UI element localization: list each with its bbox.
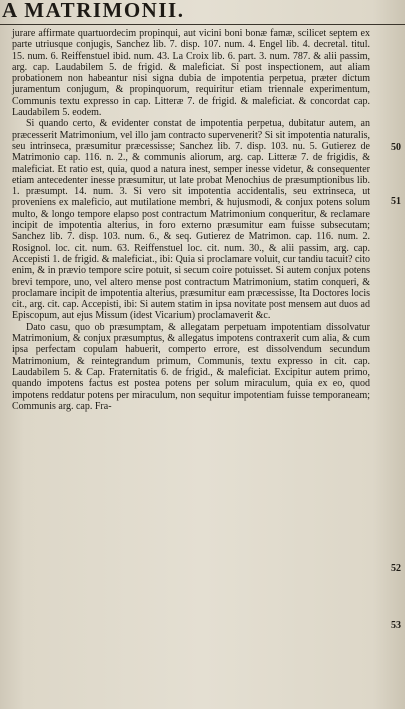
text-body bbox=[12, 28, 370, 412]
paragraph-3: Dato casu, quo ob præsumptam, & allegatam perpetuam impotentiam dissolvatur Matrimonium, & conjux præsumptus, & allegatus impotens contraxerit cum alia, & cum ipsa perfectam copulam habuerit, comperto errore, est dissolvendum secundum Matrimonium, & reintegrandum primum, Communis, textu expresso in cit. cap. Laudabilem 5. & Cap. Fraternitatis 6. de frigid., & maleficiat. Excipitur autem primo, quando impotens factus est postea potens per solum miraculum, quia ex eo, quod impotens reddatur potens per miraculum, non sequitur impotentiam fuisse temporaneam; Communis arg. cap. Fra- bbox=[12, 321, 370, 412]
header-rule bbox=[0, 24, 405, 25]
margin-number-52: 52 bbox=[391, 563, 401, 574]
margin-number-53: 53 bbox=[391, 620, 401, 631]
paragraph-1: jurare affirmate quartuordecim propinqui, aut vicini boni bonæ famæ, scilicet septem ex parte utriusque conjugis, Sanchez lib. 7. disp. 107. num. 4. Engel lib. 4. decretal. titul. 15. num. 6. Reiffenstuel ibid. num. 43. La Croix lib. 6. part. 3. num. 787. & alii passim, arg. cap. Laudabilem 5. de frigid. & maleficiat. Si post inspectionem, aut aliam probationem non habeantur nisi signa dubia de impotentia perpetua, præter dictum juramentum conjugum, & propinquorum, requiritur etiam triennale experimentum, Communis textu expresso in cap. Litteræ 7. de frigid. & maleficiat. & concordat cap. Laudabilem 5. eodem. bbox=[12, 28, 370, 119]
paragraph-2: Si quando certo, & evidenter constat de impotentia perpetua, dubitatur autem, an præcesserit Matrimonium, vel illo jam contracto supervenerit? Si sit impotentia naturalis, seu intrinseca, præsumitur præcessisse; Sanchez lib. 7. disp. 103. nu. 5. Gutierez de Matrimonio cap. 116. n. 2., & communis aliorum, arg. cap. Litteræ 7. de frigidis, & maleficiat. Et ratio est, quia, quod a natura inest, semper inesse videtur, & consequenter etiam antecedenter inesse præsumitur, ut late probat Menochius de præsumptionibus lib. 1. præsumpt. 14. num. 3. Si vero sit impotentia accidentalis, seu extrinseca, ut proveniens ex maleficio, aut mutilatione membri, & hujusmodi, & conjux potens solum multo, & longo tempore elapso post contractum Matrimonium conqueritur, & reclamare incipit de impotentia alterius, in foro externo præsumitur eam fuisse subsecutam; Sanchez lib. 7. disp. 103. num. 6., & seq. Gutierez de Matrimon. cap. 116. num. 2. Rosignol. loc. cit. num. 63. Reiffenstuel loc. cit. num. 30., & alii passim, arg. cap. Accepisti 1. de frigid. & maleficiat., ibi: Quia si proclamare voluit, cur tandiu tacuit? cito enim, & in prævio tempore scire potuit, si secum coire potuisset. Si autem conjux potens brevi tempore, uno, vel altero mense post contractum Matrimonium, statim conqueri, & proclamare incipit de impotentia alterius, præsumitur eam præcessisse, Ita Doctores locis cit., arg. cit. cap. Accepisti, ibi: Si autem statim in ipsa novitate post mensem aut duos ad Episcopum, aut ejus Missum (idest Vicarium) proclamaverit &c. bbox=[12, 118, 370, 322]
margin-number-50: 50 bbox=[391, 142, 401, 153]
running-header: A MATRIMONII. bbox=[2, 0, 185, 22]
margin-number-51: 51 bbox=[391, 196, 401, 207]
